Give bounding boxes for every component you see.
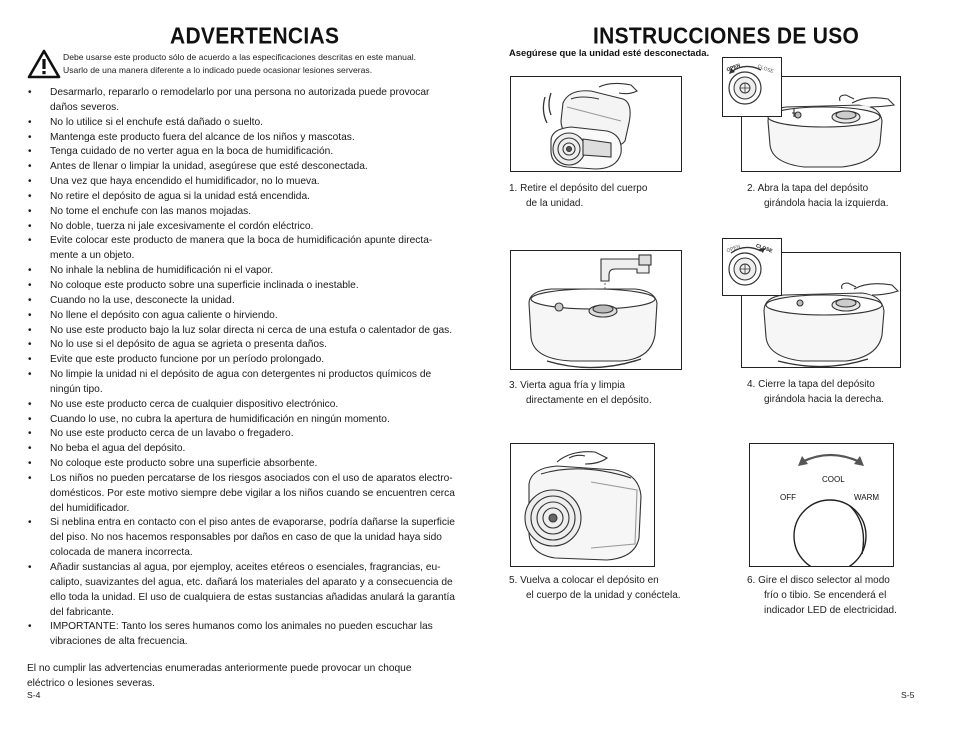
warning-item: • Tenga cuidado de no verter agua en la boca de humidificación.	[27, 145, 467, 160]
warning-item: • No limpie la unidad ni el depósito de agua con detergentes ni productos químicos de ningún tipo.	[27, 368, 467, 398]
warning-item: • No lo utilice si el enchufe está dañado o suelto.	[27, 116, 467, 131]
step-2-caption: 2. Abra la tapa del depósito girándola hacia la izquierda.	[747, 183, 889, 209]
open-label-4: OPEN	[725, 243, 742, 255]
warning-triangle-icon	[27, 49, 61, 79]
unplug-notice: Asegúrese que la unidad esté desconectada.	[509, 47, 710, 58]
warning-item: • No retire el depósito de agua si la unidad está encendida.	[27, 190, 467, 205]
closing-warning: El no cumplir las advertencias enumeradas anteriormente puede provocar un choque eléctrico o lesiones severas.	[27, 663, 412, 689]
warning-item: • No tome el enchufe con las manos mojadas.	[27, 205, 467, 220]
step-4-inset-close	[722, 238, 782, 296]
page-title-advertencias: ADVERTENCIAS	[170, 24, 340, 49]
warning-item: • Evite que este producto funcione por un período prolongado.	[27, 353, 467, 368]
warning-item: • IMPORTANTE: Tanto los seres humanos como los animales no pueden escuchar las vibraciones de alta frecuencia.	[27, 620, 467, 650]
warnings-list	[27, 86, 467, 650]
warning-item: • Mantenga este producto fuera del alcance de los niños y mascotas.	[27, 131, 467, 146]
open-label: OPEN	[725, 62, 742, 74]
warning-item: • No coloque este producto sobre una superficie absorbente.	[27, 457, 467, 472]
step-6-illustration	[749, 443, 894, 567]
warning-item: • Cuando no la use, desconecte la unidad.	[27, 294, 467, 309]
warning-item: • Desarmarlo, repararlo o remodelarlo por una persona no autorizada puede provocar daños severos.	[27, 86, 467, 116]
close-label: CLOSE	[756, 63, 775, 75]
warning-item: • Antes de llenar o limpiar la unidad, asegúrese que esté desconectada.	[27, 160, 467, 175]
warning-item: • Una vez que haya encendido el humidificador, no lo mueva.	[27, 175, 467, 190]
step-2-inset-open	[722, 57, 782, 117]
step-4-caption: 4. Cierre la tapa del depósito girándola hacia la derecha.	[747, 379, 885, 405]
warning-item: • No doble, tuerza ni jale excesivamente el cordón eléctrico.	[27, 220, 467, 235]
step-6-caption: 6. Gire el disco selector al modo frío o tibio. Se encenderá el indicador LED de electricidad.	[747, 575, 897, 616]
warning-item: • No use este producto cerca de cualquier dispositivo electrónico.	[27, 398, 467, 413]
dial-warm-label: WARM	[854, 493, 880, 502]
page-instrucciones	[477, 0, 954, 738]
warning-item: • Evite colocar este producto de manera que la boca de humidificación apunte directa- mente a un objeto.	[27, 234, 467, 264]
warning-notice: Debe usarse este producto sólo de acuerdo a las especificaciones descritas en este manual. Usarlo de una manera diferente a lo indicado puede ocasionar lesiones serveras.	[63, 52, 417, 75]
page-title-instrucciones: INSTRUCCIONES DE USO	[593, 24, 860, 49]
warning-item: • Si neblina entra en contacto con el piso antes de evaporarse, podría dañarse la superficie del piso. No nos hacemos responsables por daños en caso de que la unidad haya sido colocada de manera incorrecta.	[27, 516, 467, 561]
warning-item: • No beba el agua del depósito.	[27, 442, 467, 457]
step-3-illustration	[510, 250, 682, 370]
step-5-illustration	[510, 443, 655, 567]
warning-item: • Los niños no pueden percatarse de los riesgos asociados con el uso de aparatos electro- domésticos. Por este motivo siempre debe vigilar a los niños cuando se encuentren cerca del humidificador.	[27, 472, 467, 517]
step-5-caption: 5. Vuelva a colocar el depósito en el cuerpo de la unidad y conéctela.	[509, 575, 681, 601]
warning-item: • No inhale la neblina de humidificación ni el vapor.	[27, 264, 467, 279]
warning-item: • No use este producto cerca de un lavabo o fregadero.	[27, 427, 467, 442]
warning-item: • No use este producto bajo la luz solar directa ni cerca de una estufa o calentador de gas.	[27, 324, 467, 339]
warning-item: • Añadir sustancias al agua, por ejemploy, aceites etéreos o esenciales, fragrancias, eu- calipto, suavizantes del agua, etc. dañará los materiales del aparato y a consecuencia de ello toda la unidad. El uso de cualquiera de estas sustancias añadidas anulará la garantía del fabricante.	[27, 561, 467, 620]
dial-off-label: OFF	[780, 493, 796, 502]
dial-cool-label: COOL	[822, 475, 845, 484]
step-3-caption: 3. Vierta agua fría y limpia directamente en el depósito.	[509, 380, 652, 406]
warning-item: • No lo use si el depósito de agua se agrieta o presenta daños.	[27, 338, 467, 353]
close-label-4: CLOSE	[754, 242, 774, 255]
step-1-caption: 1. Retire el depósito del cuerpo de la unidad.	[509, 183, 648, 209]
warning-item: • Cuando lo use, no cubra la apertura de humidificación en ningún momento.	[27, 413, 467, 428]
page-number-left: S-4	[27, 690, 41, 700]
warning-item: • No coloque este producto sobre una superficie inclinada o inestable.	[27, 279, 467, 294]
warning-item: • No llene el depósito con agua caliente o hirviendo.	[27, 309, 467, 324]
page-number-right: S-5	[901, 690, 915, 700]
step-1-illustration	[510, 76, 682, 172]
